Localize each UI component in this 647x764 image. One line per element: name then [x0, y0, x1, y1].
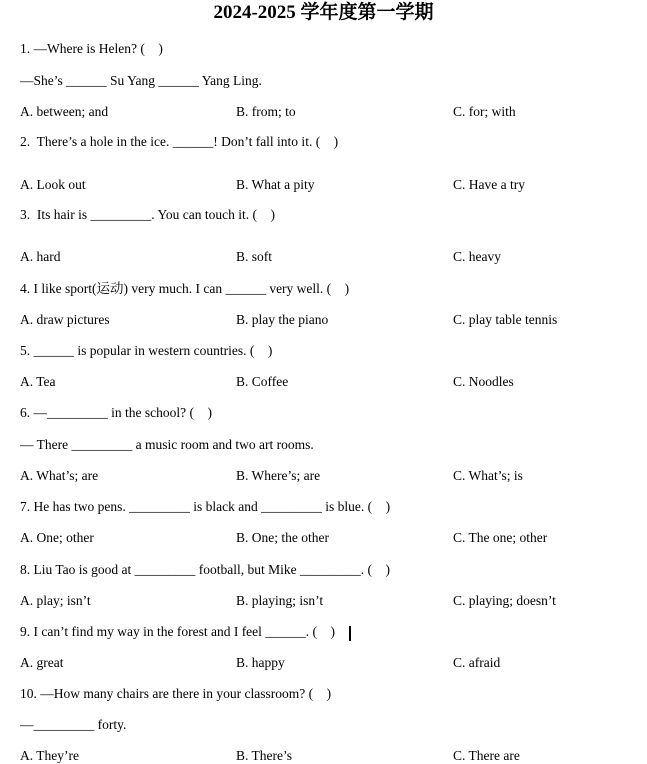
question-5-option-a: A. Tea	[20, 374, 56, 389]
question-3-text: 3. Its hair is _________. You can touch it. ( )	[20, 207, 275, 222]
question-10-option-c: C. There are	[453, 748, 520, 763]
question-6-answer-line: — There _________ a music room and two art rooms.	[20, 437, 314, 452]
question-8-option-b: B. playing; isn’t	[236, 593, 324, 608]
question-1-answer-line: —She’s ______ Su Yang ______ Yang Ling.	[20, 73, 262, 88]
question-9-option-a: A. great	[20, 655, 64, 670]
question-4-text: 4. I like sport(运动) very much. I can ______ very well. ( )	[20, 281, 350, 296]
question-6-text: 6. —_________ in the school? ( )	[20, 405, 212, 420]
question-8-text: 8. Liu Tao is good at _________ football, but Mike _________. ( )	[20, 562, 391, 577]
text-cursor	[349, 626, 351, 641]
question-4-option-a: A. draw pictures	[20, 312, 110, 327]
question-4-option-b: B. play the piano	[236, 312, 329, 327]
question-10-option-b: B. There’s	[236, 748, 292, 763]
question-1-option-b: B. from; to	[236, 104, 296, 119]
question-8-option-a: A. play; isn’t	[20, 593, 91, 608]
question-3-option-c: C. heavy	[453, 249, 501, 264]
question-9-option-b: B. happy	[236, 655, 285, 670]
document-title: 2024-2025 学年度第一学期	[213, 2, 434, 23]
question-5-option-c: C. Noodles	[453, 374, 514, 389]
question-5-text: 5. ______ is popular in western countries. ( )	[20, 343, 273, 358]
question-2-option-b: B. What a pity	[236, 177, 315, 192]
question-10-text: 10. —How many chairs are there in your classroom? ( )	[20, 686, 332, 701]
question-3-option-a: A. hard	[20, 249, 61, 264]
question-6-option-a: A. What’s; are	[20, 468, 99, 483]
question-7-option-a: A. One; other	[20, 530, 94, 545]
question-7-option-c: C. The one; other	[453, 530, 548, 545]
question-1-option-a: A. between; and	[20, 104, 109, 119]
question-6-option-c: C. What’s; is	[453, 468, 523, 483]
question-4-option-c: C. play table tennis	[453, 312, 558, 327]
question-6-option-b: B. Where’s; are	[236, 468, 321, 483]
question-3-option-b: B. soft	[236, 249, 273, 264]
question-8-option-c: C. playing; doesn’t	[453, 593, 556, 608]
question-10-answer-line: —_________ forty.	[20, 717, 127, 732]
question-2-text: 2. There’s a hole in the ice. ______! Don’t fall into it. ( )	[20, 134, 339, 149]
question-9-text: 9. I can’t find my way in the forest and I feel ______. ( )	[20, 624, 336, 639]
question-7-option-b: B. One; the other	[236, 530, 329, 545]
question-2-option-a: A. Look out	[20, 177, 86, 192]
question-7-text: 7. He has two pens. _________ is black and _________ is blue. ( )	[20, 499, 391, 514]
question-1-option-c: C. for; with	[453, 104, 516, 119]
question-5-option-b: B. Coffee	[236, 374, 289, 389]
question-2-option-c: C. Have a try	[453, 177, 525, 192]
question-10-option-a: A. They’re	[20, 748, 79, 763]
question-1-text: 1. —Where is Helen? ( )	[20, 41, 163, 56]
question-9-option-c: C. afraid	[453, 655, 501, 670]
